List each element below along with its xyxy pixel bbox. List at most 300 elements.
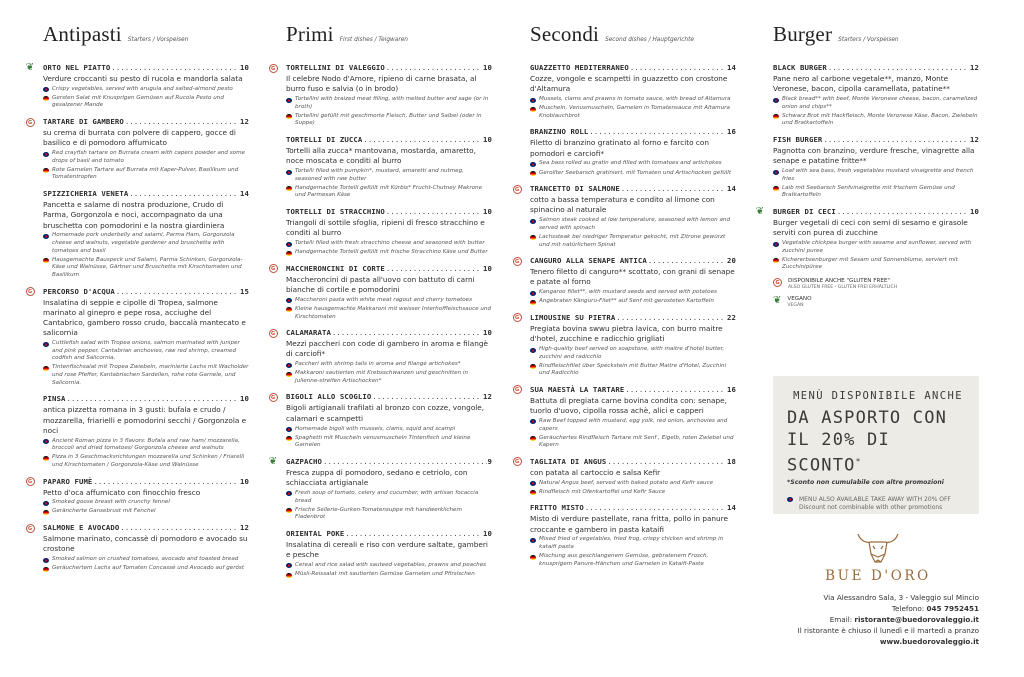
dish-description: Petto d'oca affumicato con finocchio fresco xyxy=(43,487,201,497)
dish-price: 14 xyxy=(727,503,736,513)
english-translation xyxy=(286,490,492,505)
menu-item-header xyxy=(43,393,249,404)
german-translation xyxy=(530,363,736,378)
dotted-leader xyxy=(625,384,726,395)
uk-flag-icon xyxy=(530,162,536,167)
de-flag-icon xyxy=(286,114,292,119)
phone-line: Telefono: 045 7952451 xyxy=(891,604,979,613)
translation-text: Raw Beef topped with mustard, egg yolk, red onion, anchovies and capers xyxy=(539,417,728,432)
section-subtitle: Starters / Vorspeisen xyxy=(127,37,189,43)
menu-item xyxy=(530,502,736,568)
dish-price: 20 xyxy=(727,256,736,266)
bull-head-icon xyxy=(823,530,933,566)
dish-name: SPIZZICHERIA VENETA xyxy=(43,189,129,199)
menu-item xyxy=(286,134,492,200)
dish-price: 18 xyxy=(727,456,736,466)
menu-item xyxy=(27,476,249,516)
translation-text: Gerollter Seebarsch gratiniert, mit Tomaten und Artischocken gefüllt xyxy=(539,169,732,176)
uk-flag-icon xyxy=(286,427,292,432)
menu-item xyxy=(514,183,736,249)
dish-description: Maccheroncini di pasta all'uovo con battuto di carni bianche di cortile e pomodorini xyxy=(286,274,475,295)
dish-name: ORTO NEL PIATTO xyxy=(43,63,111,72)
english-translation xyxy=(43,232,249,255)
german-translation xyxy=(530,170,736,178)
menu-item xyxy=(27,286,249,388)
section-title: Burger xyxy=(773,22,833,46)
dish-description: Salmone marinato, concassè di pomodoro e avocado su crostone xyxy=(43,534,248,554)
translation-text: Tortellini gefüllt mit geschmorte Fleisch, Butter und Salbei (oder in Suppe) xyxy=(295,112,482,127)
dotted-leader xyxy=(630,62,726,73)
dish-price: 16 xyxy=(727,384,736,394)
menu-item xyxy=(773,62,979,128)
gluten-free-icon: G xyxy=(512,184,522,194)
dish-description: Cozze, vongole e scampetti in guazzetto con crostone d'Altamura xyxy=(530,74,728,94)
translation-text: Hausgemachte Bauspeck und Salami, Parma Schinken, Gorgonzola-Käse und Walnüsse, Gärtner und Bruschetta mit Kirschtomaten und Basilikum xyxy=(52,256,243,278)
menu-item xyxy=(286,528,492,579)
legend-gluten-free xyxy=(773,278,979,290)
dish-price: 14 xyxy=(240,189,249,199)
translation-text: Tintenfischsalat mit Tropea Zwiebeln, marinierte Lachs mit Wacholder und rose Pfeffer, Kantabrischen Sardellen, rohe rote Garnele, und Salicornia. xyxy=(52,364,249,386)
column-primi xyxy=(268,22,492,585)
translation-text: Pizza in 3 Geschmacksrichtungen mozzarella und Schinken / Friarelli und Kirschtomaten / Gorgonzola-Käse und Walnüsse xyxy=(52,454,245,468)
dish-name: BRANZINO ROLL xyxy=(530,127,589,137)
translation-text: Cuttlefish salad with Tropea onions, salmon marinated with juniper and pink pepper, Cantabrian anchovies, raw red shrimp, creamed codfish and Salicornia. xyxy=(52,340,240,362)
menu-item xyxy=(270,62,492,128)
legend xyxy=(773,278,979,308)
german-translation xyxy=(530,234,736,249)
uk-flag-icon xyxy=(43,558,49,563)
english-translation xyxy=(286,168,492,183)
german-translation xyxy=(43,257,249,280)
english-translation xyxy=(286,96,492,111)
menu-item-header xyxy=(43,522,249,533)
phone[interactable]: 045 7952451 xyxy=(926,604,979,613)
uk-flag-icon xyxy=(530,348,536,353)
dish-name: TARTARE DI GAMBERO xyxy=(43,117,124,127)
dish-price: 10 xyxy=(240,63,249,72)
translation-text: Frische Sellerie-Gurken-Tomatensuppe mit handwerklichem Fladenbrot xyxy=(295,506,462,521)
gluten-free-icon: G xyxy=(268,264,278,274)
uk-flag-icon xyxy=(530,291,536,296)
english-translation xyxy=(43,340,249,363)
dotted-leader xyxy=(363,134,482,145)
dotted-leader xyxy=(823,134,969,145)
dish-description: Il celebre Nodo d'Amore, ripieno di carne brasata, al burro fuso e salvia (o in brodo) xyxy=(286,74,477,94)
dish-name: PINSA xyxy=(43,394,66,404)
dish-name: TORTELLI DI ZUCCA xyxy=(286,134,363,144)
german-translation xyxy=(530,435,736,450)
translation-text: Mischung aus geschlangenem Gemüse, gebratenem Frosch, knusprigem Panure-Hänchen und Garnelen in Kataifi-Paste xyxy=(539,553,709,567)
dish-price: 10 xyxy=(240,394,249,404)
dish-description: Tenero filetto di canguro** scottato, con grani di senape e patate al forno xyxy=(530,267,735,287)
translation-text: Homemade pork underbelly and salami, Parma Ham, Gorgonzola cheese and walnuts, vegetable gardener and bruschetta with tomatoes and basil xyxy=(52,232,235,254)
menu-item-header xyxy=(286,528,492,539)
dotted-leader xyxy=(111,62,239,73)
dish-price: 10 xyxy=(240,476,249,486)
translation-text: Spaghetti mit Muscheln venusmuscheln Tintenfisch und kleine Garnelen xyxy=(295,434,471,449)
dish-name: TORTELLINI DI VALEGGIO xyxy=(286,63,385,72)
dish-name: TORTELLI DI STRACCHINO xyxy=(286,206,385,216)
menu-item-header xyxy=(286,62,492,73)
dish-price: 9 xyxy=(487,456,492,466)
translation-text: Laib mit Seebarsch Senfvinaigrette mit frischem Gemüse und Bratkartoffeln xyxy=(782,184,955,199)
german-translation xyxy=(773,113,979,128)
uk-flag-icon xyxy=(286,170,292,175)
english-translation xyxy=(773,96,979,111)
uk-flag-icon xyxy=(286,563,292,568)
gluten-free-icon: G xyxy=(773,278,782,287)
legend-vegan-sub: VEGAN xyxy=(787,302,804,308)
dish-name: ORIENTAL POKE xyxy=(286,528,345,538)
menu-item-header xyxy=(43,116,249,127)
menu-item-header xyxy=(286,456,492,467)
de-flag-icon xyxy=(530,555,536,560)
menu-item xyxy=(27,522,249,573)
translation-text: Ancient Roman pizza in 3 flavors: Bufala and raw ham/ mozzarella, broccoli and dried tomatoes/ Gorgonzola cheese and walnuts xyxy=(52,437,240,452)
menu-item xyxy=(268,455,492,522)
dotted-leader xyxy=(585,502,726,513)
menu-item-header xyxy=(530,502,736,513)
dish-description: Pagnotta con branzino, verdure fresche, vinagrette alla senape e patatine fritte** xyxy=(773,145,975,166)
uk-flag-icon xyxy=(286,363,292,368)
de-flag-icon xyxy=(773,186,779,191)
dish-name: CANGURO ALLA SENAPE ANTICA xyxy=(530,256,647,266)
dish-description: Burger vegetali di ceci con semi di sesamo e girasole serviti con purea di zucchine xyxy=(773,217,968,238)
menu-item-header xyxy=(286,206,492,217)
menu-list xyxy=(755,62,979,272)
email-link[interactable]: ristorante@buedorovaleggio.it xyxy=(854,615,979,624)
translation-text: Homemade bigoli with mussels, clams, squid and scampi xyxy=(295,425,456,432)
german-translation xyxy=(286,370,492,385)
dish-description: Mezzi paccheri con code di gambero in aroma e filangè di carciofi* xyxy=(286,339,488,359)
section-subtitle: Starters / Vorspeisen xyxy=(838,37,899,43)
menu-item-header xyxy=(43,476,249,487)
dish-name: SUA MAESTÀ LA TARTARE xyxy=(530,384,625,394)
english-translation xyxy=(773,240,979,255)
gluten-free-icon: G xyxy=(25,477,35,487)
menu-item xyxy=(270,327,492,385)
de-flag-icon xyxy=(286,186,292,191)
menu-item xyxy=(43,393,249,469)
uk-flag-icon xyxy=(286,298,292,303)
menu-item-header xyxy=(286,134,492,145)
dish-description: cotto a bassa temperatura e condito al limone con spinacino al naturale xyxy=(530,195,715,215)
promo-line3: IL 20% DI SCONTO* xyxy=(787,430,890,476)
address: Via Alessandro Sala, 3 - Valeggio sul Mincio xyxy=(823,593,979,602)
takeaway-promo xyxy=(773,376,979,514)
dish-description: Bigoli artigianali trafilati al bronzo con cozze, vongole, calamari e scampetti xyxy=(286,403,485,423)
dish-description: antica pizzetta romana in 3 gusti: bufala e crudo / mozzarella, friarielli e pomodorini secchi / Gorgonzola e noci xyxy=(43,405,247,435)
german-translation xyxy=(530,553,736,568)
de-flag-icon xyxy=(530,300,536,305)
menu-item-header xyxy=(773,134,979,145)
section-title: Primi xyxy=(286,22,334,46)
menu-item xyxy=(514,384,736,450)
german-translation xyxy=(286,306,492,321)
menu-item xyxy=(755,205,979,272)
dotted-leader xyxy=(93,476,239,487)
english-translation xyxy=(286,240,492,248)
english-translation xyxy=(286,426,492,434)
dish-name: LIMOUSINE SU PIETRA xyxy=(530,312,616,322)
menu-item xyxy=(514,312,736,378)
de-flag-icon xyxy=(286,372,292,377)
menu-item-header xyxy=(43,62,249,73)
translation-text: Smoked goose breast with crunchy fennel xyxy=(52,499,170,506)
english-translation xyxy=(530,480,736,488)
dish-price: 14 xyxy=(727,63,736,72)
dish-description: Tortelli alla zucca* mantovana, mostarda, amaretto, noce moscata e conditi al burro xyxy=(286,145,476,166)
german-translation xyxy=(530,489,736,497)
translation-text: Mixed fried of vegetables, fried frog, crispy chicken and shrimp in kataifi pasta xyxy=(539,536,724,551)
dish-name: BURGER DI CECI xyxy=(773,206,836,216)
dish-name: PAPARO FUMÈ xyxy=(43,476,93,486)
menu-item-header xyxy=(530,183,736,194)
dish-description: Misto di verdure pastellate, rana fritta, pollo in panure croccante e gambero in pasta kataifi xyxy=(530,514,729,534)
uk-flag-icon xyxy=(43,501,49,506)
de-flag-icon xyxy=(286,573,292,578)
menu-list xyxy=(514,62,736,568)
dish-description: con patata al cartoccio e salsa Kefir xyxy=(530,467,661,477)
dish-price: 12 xyxy=(970,134,979,144)
dotted-leader xyxy=(837,206,969,217)
section-header xyxy=(773,22,979,62)
german-translation xyxy=(43,95,249,110)
leaf-icon: ❦ xyxy=(773,294,782,306)
uk-flag-icon xyxy=(530,98,536,103)
translation-text: Cereal and rice salad with sauteed vegetables, prawns and peaches xyxy=(295,561,487,568)
english-translation xyxy=(43,150,249,165)
translation-text: Schwarz Brot mit Hackfleisch, Monte Veronese Käse, Bacon, Zwiebeln und Bratkartoffeln xyxy=(782,112,978,127)
dish-name: BLACK BURGER xyxy=(773,63,827,72)
dotted-leader xyxy=(621,183,726,194)
dish-description: Insalatina di seppie e cipolle di Tropea, salmone marinato al ginepro e pepe rosa, acciughe del Cantabrico, gambero rosso crudo, baccalà mantecato e salicornia xyxy=(43,297,246,338)
dish-price: 22 xyxy=(727,312,736,322)
website-link[interactable]: www.buedorovaleggio.it xyxy=(879,637,979,646)
dish-price: 12 xyxy=(240,523,249,532)
translation-text: Crispy vegetables, served with arugula and salted-almond pesto xyxy=(52,85,233,92)
dish-name: SALMONE E AVOCADO xyxy=(43,523,120,532)
leaf-icon: ❦ xyxy=(755,205,765,217)
german-translation xyxy=(286,185,492,200)
section-title: Antipasti xyxy=(43,22,122,46)
uk-flag-icon xyxy=(773,242,779,247)
de-flag-icon xyxy=(530,171,536,176)
gluten-free-icon: G xyxy=(512,385,522,395)
uk-flag-icon xyxy=(43,152,49,157)
de-flag-icon xyxy=(43,456,49,461)
menu-item-header xyxy=(286,263,492,274)
uk-flag-icon xyxy=(773,98,779,103)
menu-item-header xyxy=(530,312,736,323)
menu-item xyxy=(514,255,736,306)
english-translation xyxy=(530,160,736,168)
brand-name: BUE D'ORO xyxy=(825,568,931,584)
translation-text: Müsli-Reissalat mit sautierten Gemüse Garnelen und Pfirsischen xyxy=(295,571,475,577)
menu-item xyxy=(27,116,249,182)
translation-text: Tortelli filled with fresh stracchino cheese and seasoned with butter xyxy=(295,240,485,247)
translation-text: Kichererbsenburger mit Sesam und Sonnenblume, serviert mit Zucchinipüree xyxy=(782,256,958,271)
uk-flag-icon xyxy=(530,219,536,224)
translation-text: Geräuchertes Rindfleisch Tartare mit Senf , Eigelb, roten Zwiebel und Kapern xyxy=(539,434,734,449)
dish-description: Battuta di pregiata carne bovina condita con: senape, tuorlo d'uovo, cipolla rossa achè, alici e capperi xyxy=(530,395,727,416)
dotted-leader xyxy=(648,255,726,266)
promo-english: MENU ALSO AVAILABLE TAKE AWAY WITH 20% OFF Discount not combinable with other promotions xyxy=(787,496,969,512)
promo-line2: DA ASPORTO CON xyxy=(787,408,948,428)
english-translation xyxy=(530,346,736,361)
uk-flag-icon xyxy=(787,497,793,502)
translation-text: Handgemachte Tortelli gefüllt mit Kürbis* Frucht-Chutney Makrone und Parmesan Käse xyxy=(295,184,483,199)
english-translation xyxy=(43,556,249,564)
uk-flag-icon xyxy=(530,419,536,424)
dish-name: GAZPACHO xyxy=(286,456,322,466)
dish-price: 12 xyxy=(970,63,979,72)
german-translation xyxy=(286,113,492,128)
translation-text: Geräncherte Gansebrust mit Fenchel xyxy=(52,508,156,515)
de-flag-icon xyxy=(43,96,49,101)
dish-description: Filetto di branzino gratinato al forno e farcito con pomodori e carciofi* xyxy=(530,138,710,158)
opening-hours: Il ristorante è chiuso il lunedì e il martedì a pranzo xyxy=(797,626,979,635)
gluten-free-icon: G xyxy=(25,287,35,297)
dish-description: Fresca zuppa di pomodoro, sedano e cetriolo, con schiacciata artigianale xyxy=(286,467,468,488)
dish-description: Pregiata bovina swwu pietra lavica, con burro maitre d'hotel, zucchine e radicchio grigliati xyxy=(530,323,723,344)
dish-price: 12 xyxy=(240,117,249,127)
gluten-free-icon: G xyxy=(512,457,522,467)
english-translation xyxy=(773,168,979,183)
de-flag-icon xyxy=(286,508,292,513)
german-translation xyxy=(773,185,979,200)
translation-text: Lachssteak bei niedriger Temperatur gekocht, mit Zitrone gewürzt und mit natürlichem Spinat xyxy=(539,233,726,248)
dish-name: BIGOLI ALLO SCOGLIO xyxy=(286,392,372,402)
german-translation xyxy=(530,298,736,306)
gluten-free-icon: G xyxy=(268,63,278,73)
uk-flag-icon xyxy=(286,491,292,496)
dish-price: 10 xyxy=(970,206,979,216)
translation-text: Kangaroo fillet**, with mustard seeds and served with potatoes xyxy=(539,289,717,296)
promo-line1: MENÙ DISPONIBILE ANCHE xyxy=(793,390,963,402)
dish-price: 10 xyxy=(483,63,492,72)
dotted-leader xyxy=(828,62,969,73)
german-translation xyxy=(286,435,492,450)
dotted-leader xyxy=(129,188,239,199)
german-translation xyxy=(43,508,249,516)
dotted-leader xyxy=(372,391,482,402)
translation-text: Smoked salmon on crushed tomatoes, avocado and toasted bread xyxy=(52,556,239,563)
dish-name: FISH BURGER xyxy=(773,134,823,144)
menu-item xyxy=(530,62,736,120)
section-subtitle: First dishes / Teigwaren xyxy=(339,37,408,43)
uk-flag-icon xyxy=(43,234,49,239)
dish-name: TRANCETTO DI SALMONE xyxy=(530,184,620,194)
uk-flag-icon xyxy=(43,342,49,347)
translation-text: Maccheroni pasta with white meat ragout and cherry tomatoes xyxy=(295,296,473,303)
english-translation xyxy=(286,562,492,570)
dish-name: FRITTO MISTO xyxy=(530,503,584,513)
translation-text: Angebraten Känguru-Filet** auf Senf mit gerosteten Kartoffeln xyxy=(539,298,714,305)
dish-name: MACCHERONCINI DI CORTE xyxy=(286,263,385,273)
dish-description: su crema di burrata con polvere di cappero, gocce di basilico e di pomodoro affumicato xyxy=(43,128,236,148)
contact-info xyxy=(776,592,979,647)
section-subtitle: Second dishes / Hauptgerichte xyxy=(605,37,694,43)
menu-item xyxy=(270,263,492,321)
german-translation xyxy=(43,364,249,387)
german-translation xyxy=(43,454,249,469)
dotted-leader xyxy=(386,263,482,274)
translation-text: Salmon steak cooked at low temperature, seasoned with lemon and served with spinach xyxy=(539,217,731,231)
translation-text: Red crayfish tartare on Burrata cream with capers powder and some drops of basil and tomato xyxy=(52,150,245,164)
uk-flag-icon xyxy=(286,242,292,247)
menu-item xyxy=(773,134,979,200)
english-translation xyxy=(43,438,249,453)
column-burger xyxy=(755,22,979,314)
translation-text: Rindfleisch mit Ofenkartoffel und Kefir Sauce xyxy=(539,488,666,495)
translation-text: Mussels, clams and prawns in tomato sauce, with bread of Altamura xyxy=(539,96,731,103)
translation-text: Paccheri with shrimp tails in aroma and filangè artichokes* xyxy=(295,361,461,368)
dotted-leader xyxy=(386,62,482,73)
de-flag-icon xyxy=(530,364,536,369)
section-header xyxy=(530,22,736,62)
dotted-leader xyxy=(323,456,487,467)
menu-item-header xyxy=(43,286,249,297)
menu-item-header xyxy=(530,126,736,137)
menu-item-header xyxy=(773,206,979,217)
gluten-free-icon: G xyxy=(268,392,278,402)
menu-list xyxy=(268,62,492,579)
german-translation xyxy=(286,249,492,257)
dotted-leader xyxy=(120,522,239,533)
english-translation xyxy=(530,96,736,104)
dish-price: 15 xyxy=(240,286,249,296)
dish-description: Verdure croccanti su pesto di rucola e mandorla salata xyxy=(43,74,243,83)
translation-text: Rote Garnelen Tartare auf Burrata mit Kaper-Pulver, Basilikum und Tomatentropfen xyxy=(52,166,239,181)
english-translation xyxy=(530,418,736,433)
german-translation xyxy=(43,565,249,573)
menu-item-header xyxy=(43,188,249,199)
dish-price: 16 xyxy=(727,127,736,137)
menu-item-header xyxy=(530,456,736,467)
translation-text: Sea bass rolled au gratin and filled with tomatoes and artichokes xyxy=(539,160,722,167)
translation-text: Handgemachte Tortelli gefüllt mit frische Stracchino Käse und Butter xyxy=(295,249,488,256)
dish-name: PERCORSO D'ACQUA xyxy=(43,286,115,296)
brand-logo xyxy=(823,530,933,584)
column-secondi xyxy=(514,22,736,574)
dotted-leader xyxy=(345,528,482,539)
translation-text: Vegetable chickpea burger with sesame and sunflower, served with zucchini puree xyxy=(782,240,972,254)
translation-text: Tortelli filled with pumpkin*, mustard, amaretti and nutmeg, seasoned with raw butter xyxy=(295,168,464,182)
english-translation xyxy=(530,536,736,551)
menu-item-header xyxy=(530,255,736,266)
legend-gf-label: DISPONIBILE ANCHE "GLUTEN FREE" xyxy=(788,277,890,284)
de-flag-icon xyxy=(530,436,536,441)
legend-vegan-label: VEGANO xyxy=(787,295,812,302)
dish-name: TAGLIATA DI ANGUS xyxy=(530,456,607,466)
english-translation xyxy=(286,361,492,369)
translation-text: Natural Angus beef, served with baked potato and Kefir sauce xyxy=(539,479,714,486)
gluten-free-icon: G xyxy=(25,117,35,127)
gluten-free-icon: G xyxy=(268,328,278,338)
translation-text: Gersten Salat mit Knusprigen Gemüsen auf Rucola Pesto und gesalzener Mande xyxy=(52,94,224,109)
section-header xyxy=(286,22,492,62)
dish-description: Insalatina di cereali e riso con verdure saltate, gamberi e pesche xyxy=(286,539,488,560)
de-flag-icon xyxy=(43,366,49,371)
translation-text: Makkaroni sautierten mit Krebsschwanzen und geschnitten in Julienne-streifen Artischocken* xyxy=(295,370,469,384)
dish-description: Pane nero al carbone vegetale**, manzo, Monte Veronese, bacon, cipolla caramellata, patatine** xyxy=(773,74,950,94)
menu-item-header xyxy=(286,327,492,338)
gluten-free-icon: G xyxy=(512,256,522,266)
dotted-leader xyxy=(116,286,239,297)
de-flag-icon xyxy=(286,307,292,312)
dish-description: Pancetta e salame di nostra produzione, Crudo di Parma, Gorgonzola e noci, accompagnato da una bruschetta con pomodorini e la nostra giardiniera xyxy=(43,200,225,230)
